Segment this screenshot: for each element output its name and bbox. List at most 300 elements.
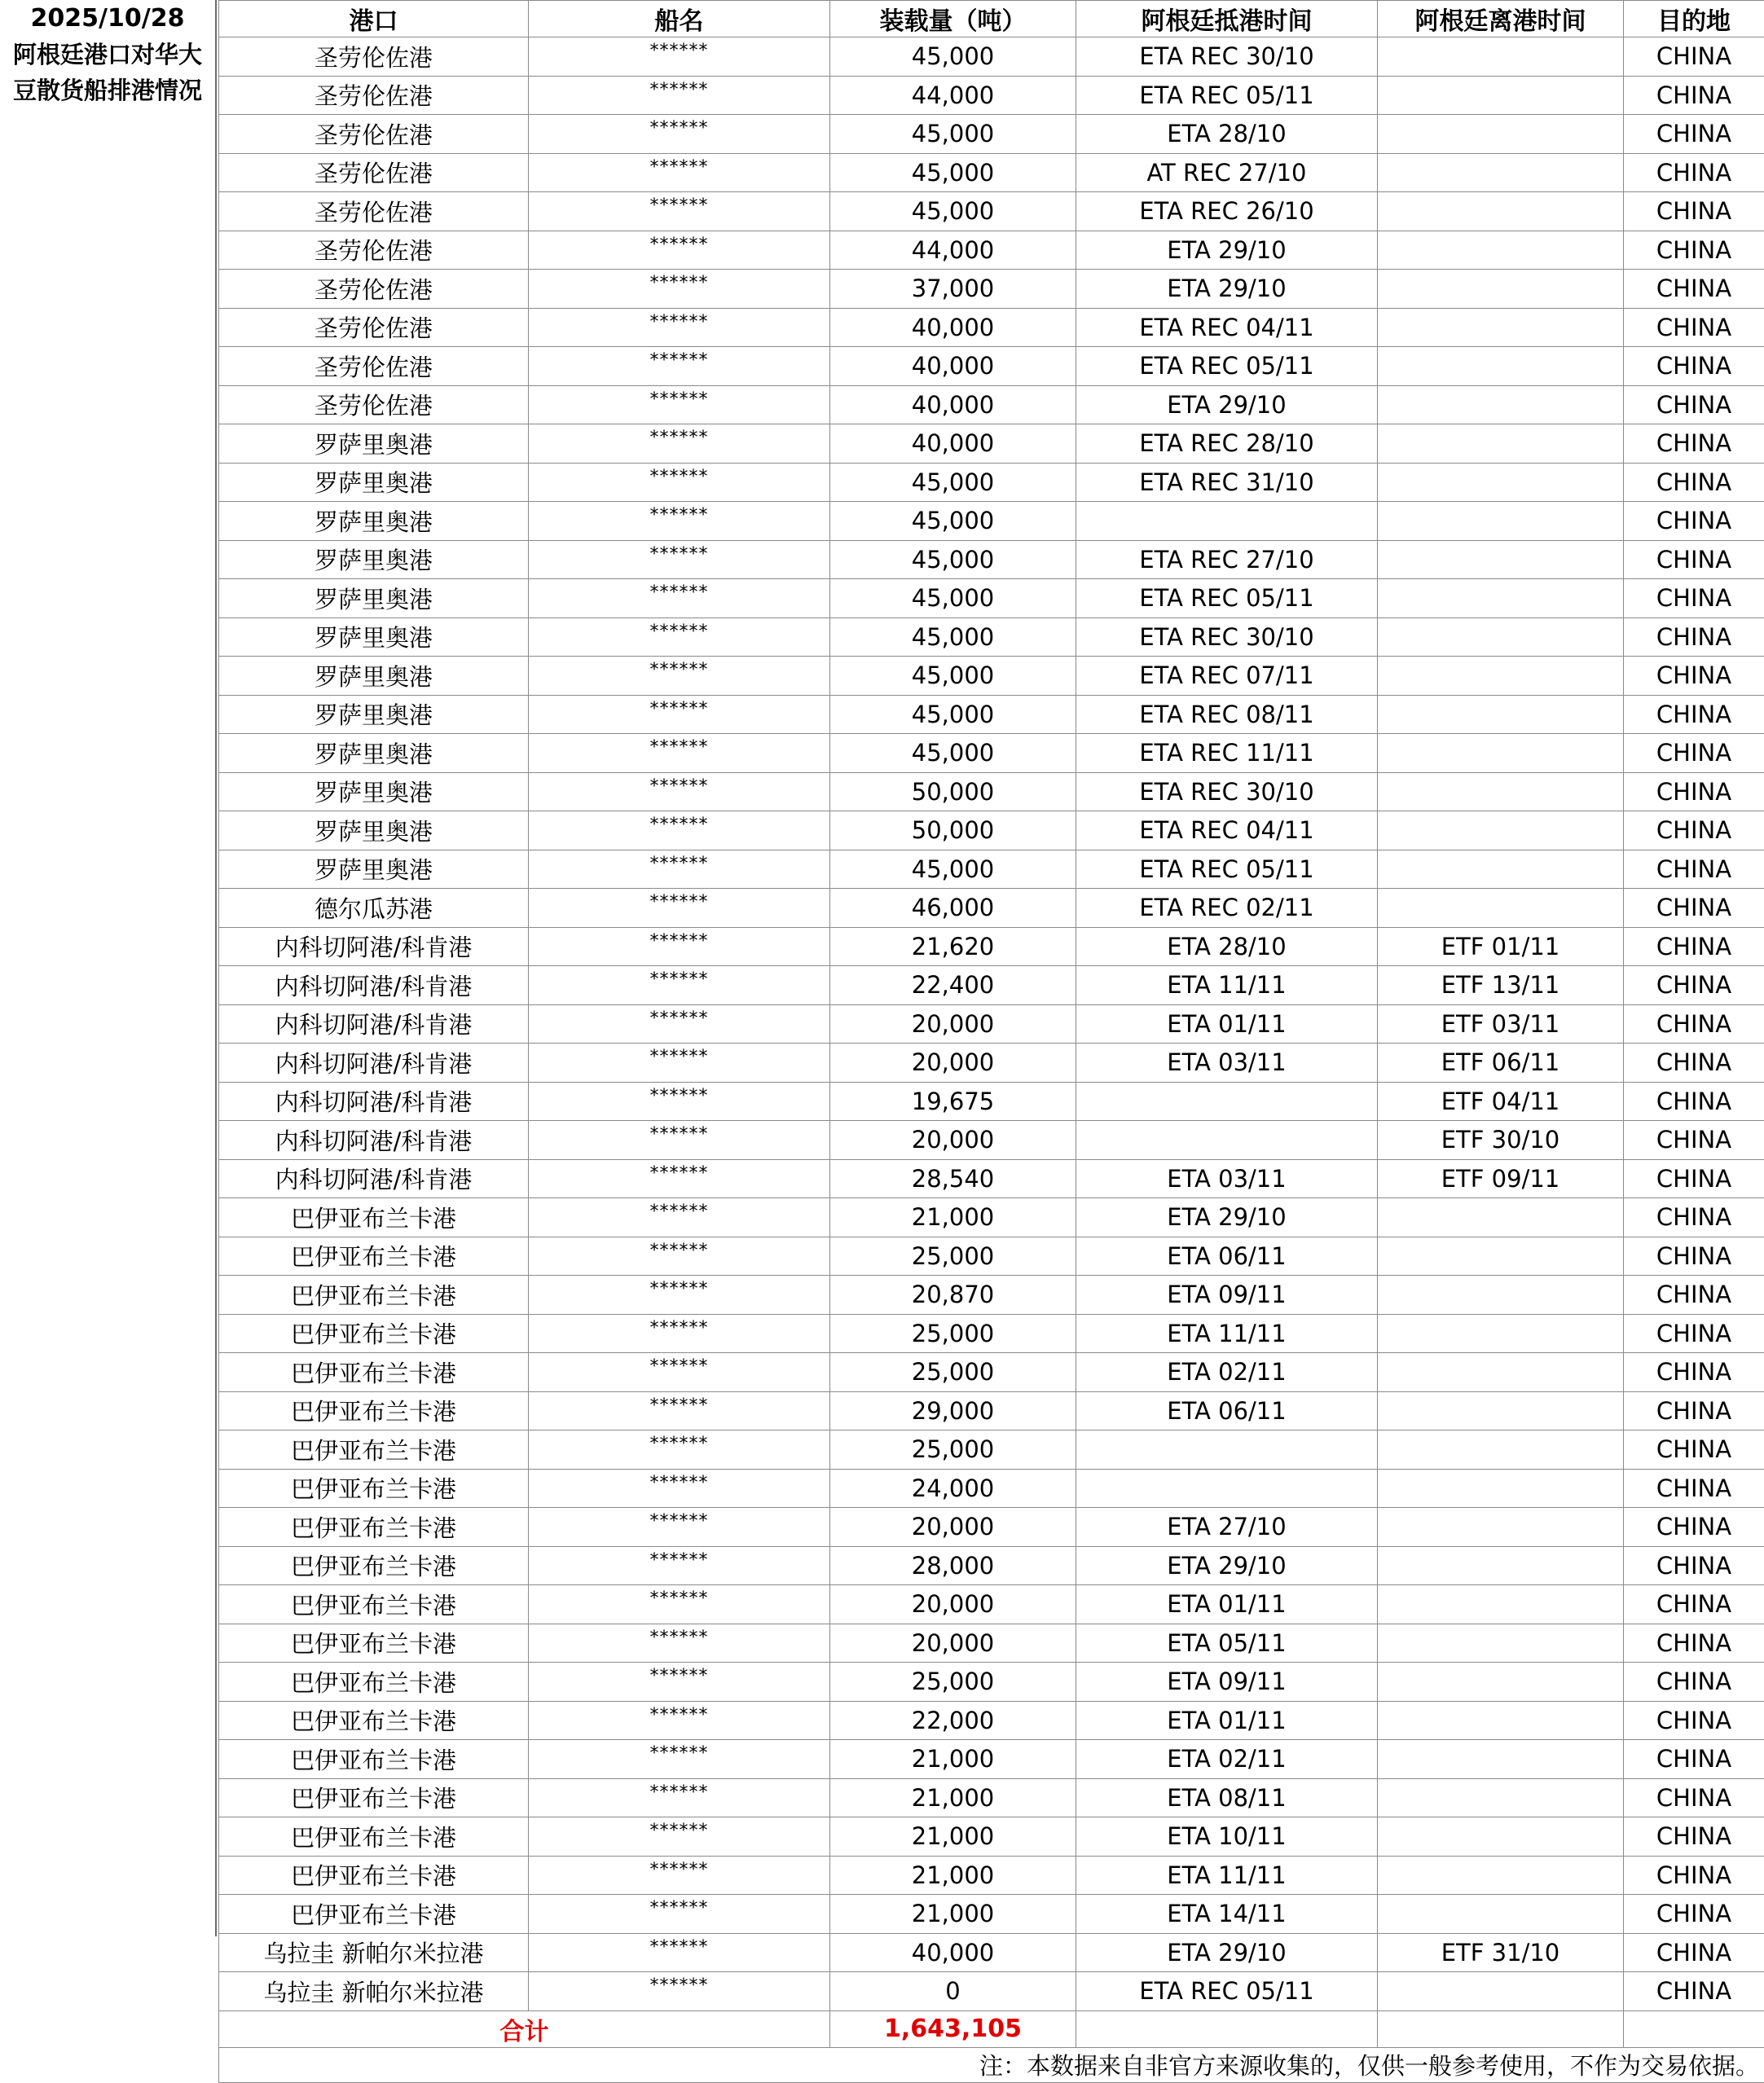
cell-arrival[interactable]: ETA REC 05/11 [1076, 579, 1378, 618]
cell-load[interactable]: 20,000 [830, 1044, 1076, 1083]
cell-load[interactable]: 21,000 [830, 1817, 1076, 1857]
cell-destination[interactable]: CHINA [1624, 1353, 1764, 1392]
cell-port[interactable]: 巴伊亚布兰卡港 [219, 1430, 529, 1470]
cell-load[interactable]: 40,000 [830, 385, 1076, 424]
cell-port[interactable]: 巴伊亚布兰卡港 [219, 1469, 529, 1508]
cell-arrival[interactable]: ETA REC 30/10 [1076, 617, 1378, 657]
cell-ship-name[interactable]: ****** [529, 1817, 830, 1857]
total-value[interactable]: 1,643,105 [830, 2010, 1076, 2047]
cell-ship-name[interactable]: ****** [529, 1856, 830, 1895]
cell-ship-name[interactable]: ****** [529, 1353, 830, 1392]
cell-port[interactable]: 圣劳伦佐港 [219, 37, 529, 77]
cell-port[interactable]: 德尔瓜苏港 [219, 889, 529, 928]
cell-load[interactable]: 45,000 [830, 502, 1076, 541]
cell-ship-name[interactable]: ****** [529, 37, 830, 77]
cell-arrival[interactable]: ETA REC 04/11 [1076, 811, 1378, 850]
cell-ship-name[interactable]: ****** [529, 1044, 830, 1083]
cell-ship-name[interactable]: ****** [529, 1508, 830, 1547]
disclaimer-note[interactable]: 注：本数据来自非官方来源收集的，仅供一般参考使用，不作为交易依据。 [219, 2047, 1764, 2083]
cell-destination[interactable]: CHINA [1624, 1624, 1764, 1663]
cell-port[interactable]: 罗萨里奥港 [219, 617, 529, 657]
cell-departure[interactable]: ETF 13/11 [1378, 966, 1624, 1005]
cell-departure[interactable] [1378, 850, 1624, 889]
cell-departure[interactable]: ETF 04/11 [1378, 1082, 1624, 1121]
cell-load[interactable]: 45,000 [830, 617, 1076, 657]
cell-destination[interactable]: CHINA [1624, 1585, 1764, 1624]
cell-ship-name[interactable]: ****** [529, 192, 830, 231]
cell-port[interactable]: 巴伊亚布兰卡港 [219, 1817, 529, 1857]
cell-departure[interactable] [1378, 1430, 1624, 1470]
cell-destination[interactable]: CHINA [1624, 772, 1764, 811]
cell-load[interactable]: 28,540 [830, 1159, 1076, 1198]
cell-ship-name[interactable]: ****** [529, 772, 830, 811]
cell-departure[interactable]: ETF 06/11 [1378, 1044, 1624, 1083]
cell-arrival[interactable] [1076, 502, 1378, 541]
cell-load[interactable]: 45,000 [830, 37, 1076, 77]
cell-departure[interactable] [1378, 347, 1624, 386]
cell-ship-name[interactable]: ****** [529, 1701, 830, 1740]
cell-ship-name[interactable]: ****** [529, 695, 830, 734]
cell-arrival[interactable]: ETA 29/10 [1076, 231, 1378, 270]
cell-departure[interactable] [1378, 540, 1624, 579]
cell-destination[interactable]: CHINA [1624, 1391, 1764, 1430]
cell-departure[interactable] [1378, 308, 1624, 347]
cell-ship-name[interactable]: ****** [529, 1121, 830, 1160]
cell-load[interactable]: 21,000 [830, 1895, 1076, 1934]
cell-ship-name[interactable]: ****** [529, 1469, 830, 1508]
cell-arrival[interactable]: ETA 29/10 [1076, 270, 1378, 309]
cell-arrival[interactable]: ETA 14/11 [1076, 1895, 1378, 1934]
cell-destination[interactable]: CHINA [1624, 270, 1764, 309]
header-departure[interactable]: 阿根廷离港时间 [1378, 1, 1624, 37]
cell-port[interactable]: 罗萨里奥港 [219, 540, 529, 579]
header-destination[interactable]: 目的地 [1624, 1, 1764, 37]
cell-port[interactable]: 巴伊亚布兰卡港 [219, 1778, 529, 1817]
cell-departure[interactable]: ETF 03/11 [1378, 1004, 1624, 1044]
cell-arrival[interactable]: ETA 03/11 [1076, 1044, 1378, 1083]
cell-load[interactable]: 40,000 [830, 424, 1076, 464]
cell-destination[interactable]: CHINA [1624, 927, 1764, 966]
cell-destination[interactable]: CHINA [1624, 734, 1764, 773]
cell-ship-name[interactable]: ****** [529, 1585, 830, 1624]
cell-load[interactable]: 25,000 [830, 1237, 1076, 1276]
cell-ship-name[interactable]: ****** [529, 1314, 830, 1353]
cell-departure[interactable] [1378, 695, 1624, 734]
cell-arrival[interactable] [1076, 1121, 1378, 1160]
cell-destination[interactable]: CHINA [1624, 424, 1764, 464]
cell-departure[interactable] [1378, 1276, 1624, 1315]
cell-port[interactable]: 圣劳伦佐港 [219, 231, 529, 270]
cell-departure[interactable] [1378, 424, 1624, 464]
cell-port[interactable]: 乌拉圭 新帕尔米拉港 [219, 1972, 529, 2011]
cell-ship-name[interactable]: ****** [529, 927, 830, 966]
cell-departure[interactable] [1378, 1972, 1624, 2011]
cell-arrival[interactable] [1076, 1082, 1378, 1121]
cell-ship-name[interactable]: ****** [529, 617, 830, 657]
cell-port[interactable]: 巴伊亚布兰卡港 [219, 1663, 529, 1702]
cell-arrival[interactable]: ETA 05/11 [1076, 1624, 1378, 1663]
cell-load[interactable]: 45,000 [830, 192, 1076, 231]
cell-departure[interactable] [1378, 1895, 1624, 1934]
cell-ship-name[interactable]: ****** [529, 76, 830, 115]
cell-destination[interactable]: CHINA [1624, 231, 1764, 270]
cell-port[interactable]: 内科切阿港/科肯港 [219, 1082, 529, 1121]
cell-departure[interactable] [1378, 1624, 1624, 1663]
cell-departure[interactable] [1378, 1856, 1624, 1895]
cell-destination[interactable]: CHINA [1624, 1895, 1764, 1934]
cell-load[interactable]: 45,000 [830, 540, 1076, 579]
cell-ship-name[interactable]: ****** [529, 1198, 830, 1237]
cell-destination[interactable]: CHINA [1624, 579, 1764, 618]
cell-departure[interactable] [1378, 270, 1624, 309]
cell-load[interactable]: 20,000 [830, 1624, 1076, 1663]
cell-load[interactable]: 0 [830, 1972, 1076, 2011]
cell-arrival[interactable]: ETA 11/11 [1076, 1856, 1378, 1895]
cell-arrival[interactable]: ETA 03/11 [1076, 1159, 1378, 1198]
cell-departure[interactable] [1378, 1353, 1624, 1392]
cell-destination[interactable]: CHINA [1624, 1778, 1764, 1817]
cell-departure[interactable] [1378, 1198, 1624, 1237]
cell-arrival[interactable]: ETA 06/11 [1076, 1391, 1378, 1430]
cell-destination[interactable]: CHINA [1624, 1933, 1764, 1972]
cell-arrival[interactable]: ETA REC 31/10 [1076, 463, 1378, 502]
cell-destination[interactable]: CHINA [1624, 1817, 1764, 1857]
cell-destination[interactable]: CHINA [1624, 889, 1764, 928]
cell-port[interactable]: 罗萨里奥港 [219, 424, 529, 464]
cell-arrival[interactable]: ETA 28/10 [1076, 115, 1378, 154]
cell-arrival[interactable]: ETA 09/11 [1076, 1276, 1378, 1315]
cell-ship-name[interactable]: ****** [529, 1430, 830, 1470]
cell-arrival[interactable]: ETA 02/11 [1076, 1740, 1378, 1779]
cell-load[interactable]: 45,000 [830, 695, 1076, 734]
cell-port[interactable]: 巴伊亚布兰卡港 [219, 1585, 529, 1624]
cell-load[interactable]: 21,620 [830, 927, 1076, 966]
cell-load[interactable]: 50,000 [830, 811, 1076, 850]
cell-destination[interactable]: CHINA [1624, 850, 1764, 889]
cell-destination[interactable]: CHINA [1624, 76, 1764, 115]
cell-arrival[interactable]: ETA 27/10 [1076, 1508, 1378, 1547]
total-empty-cell[interactable] [1378, 2010, 1624, 2047]
cell-ship-name[interactable]: ****** [529, 657, 830, 696]
cell-port[interactable]: 巴伊亚布兰卡港 [219, 1701, 529, 1740]
cell-port[interactable]: 圣劳伦佐港 [219, 347, 529, 386]
cell-ship-name[interactable]: ****** [529, 1740, 830, 1779]
cell-departure[interactable]: ETF 09/11 [1378, 1159, 1624, 1198]
cell-arrival[interactable]: ETA 29/10 [1076, 1198, 1378, 1237]
cell-ship-name[interactable]: ****** [529, 811, 830, 850]
cell-arrival[interactable]: ETA 29/10 [1076, 1933, 1378, 1972]
cell-destination[interactable]: CHINA [1624, 1430, 1764, 1470]
cell-destination[interactable]: CHINA [1624, 695, 1764, 734]
cell-destination[interactable]: CHINA [1624, 1469, 1764, 1508]
cell-load[interactable]: 28,000 [830, 1546, 1076, 1585]
cell-destination[interactable]: CHINA [1624, 115, 1764, 154]
cell-departure[interactable] [1378, 1663, 1624, 1702]
cell-port[interactable]: 巴伊亚布兰卡港 [219, 1198, 529, 1237]
cell-destination[interactable]: CHINA [1624, 1546, 1764, 1585]
cell-departure[interactable] [1378, 1740, 1624, 1779]
cell-destination[interactable]: CHINA [1624, 1198, 1764, 1237]
cell-arrival[interactable]: ETA 28/10 [1076, 927, 1378, 966]
cell-destination[interactable]: CHINA [1624, 617, 1764, 657]
cell-port[interactable]: 内科切阿港/科肯港 [219, 1159, 529, 1198]
cell-destination[interactable]: CHINA [1624, 502, 1764, 541]
cell-load[interactable]: 21,000 [830, 1778, 1076, 1817]
cell-departure[interactable]: ETF 30/10 [1378, 1121, 1624, 1160]
cell-load[interactable]: 46,000 [830, 889, 1076, 928]
cell-ship-name[interactable]: ****** [529, 1972, 830, 2011]
cell-load[interactable]: 45,000 [830, 115, 1076, 154]
cell-departure[interactable] [1378, 617, 1624, 657]
cell-ship-name[interactable]: ****** [529, 734, 830, 773]
cell-destination[interactable]: CHINA [1624, 1314, 1764, 1353]
cell-load[interactable]: 40,000 [830, 347, 1076, 386]
cell-ship-name[interactable]: ****** [529, 1895, 830, 1934]
cell-departure[interactable] [1378, 502, 1624, 541]
cell-destination[interactable]: CHINA [1624, 1121, 1764, 1160]
cell-destination[interactable]: CHINA [1624, 153, 1764, 192]
cell-load[interactable]: 25,000 [830, 1353, 1076, 1392]
cell-port[interactable]: 巴伊亚布兰卡港 [219, 1856, 529, 1895]
cell-destination[interactable]: CHINA [1624, 1237, 1764, 1276]
cell-ship-name[interactable]: ****** [529, 1663, 830, 1702]
cell-port[interactable]: 巴伊亚布兰卡港 [219, 1508, 529, 1547]
total-empty-cell[interactable] [1624, 2010, 1764, 2047]
cell-port[interactable]: 内科切阿港/科肯港 [219, 1121, 529, 1160]
header-port[interactable]: 港口 [219, 1, 529, 37]
cell-load[interactable]: 21,000 [830, 1740, 1076, 1779]
cell-departure[interactable] [1378, 1585, 1624, 1624]
cell-ship-name[interactable]: ****** [529, 502, 830, 541]
cell-ship-name[interactable]: ****** [529, 308, 830, 347]
cell-destination[interactable]: CHINA [1624, 1508, 1764, 1547]
cell-departure[interactable] [1378, 889, 1624, 928]
cell-ship-name[interactable]: ****** [529, 1237, 830, 1276]
cell-arrival[interactable]: ETA 01/11 [1076, 1701, 1378, 1740]
cell-ship-name[interactable]: ****** [529, 463, 830, 502]
cell-destination[interactable]: CHINA [1624, 1856, 1764, 1895]
cell-port[interactable]: 罗萨里奥港 [219, 579, 529, 618]
cell-ship-name[interactable]: ****** [529, 1546, 830, 1585]
cell-load[interactable]: 37,000 [830, 270, 1076, 309]
cell-ship-name[interactable]: ****** [529, 424, 830, 464]
cell-arrival[interactable]: ETA 29/10 [1076, 1546, 1378, 1585]
cell-departure[interactable] [1378, 811, 1624, 850]
cell-load[interactable]: 25,000 [830, 1663, 1076, 1702]
cell-port[interactable]: 巴伊亚布兰卡港 [219, 1740, 529, 1779]
cell-departure[interactable] [1378, 76, 1624, 115]
cell-destination[interactable]: CHINA [1624, 811, 1764, 850]
cell-load[interactable]: 45,000 [830, 153, 1076, 192]
cell-departure[interactable] [1378, 192, 1624, 231]
cell-port[interactable]: 巴伊亚布兰卡港 [219, 1237, 529, 1276]
cell-destination[interactable]: CHINA [1624, 192, 1764, 231]
cell-ship-name[interactable]: ****** [529, 385, 830, 424]
cell-arrival[interactable]: ETA REC 05/11 [1076, 76, 1378, 115]
cell-arrival[interactable]: ETA REC 26/10 [1076, 192, 1378, 231]
cell-arrival[interactable]: AT REC 27/10 [1076, 153, 1378, 192]
cell-ship-name[interactable]: ****** [529, 1933, 830, 1972]
cell-departure[interactable] [1378, 1817, 1624, 1857]
cell-port[interactable]: 罗萨里奥港 [219, 695, 529, 734]
cell-load[interactable]: 45,000 [830, 463, 1076, 502]
cell-departure[interactable] [1378, 772, 1624, 811]
cell-ship-name[interactable]: ****** [529, 850, 830, 889]
cell-departure[interactable] [1378, 1701, 1624, 1740]
cell-departure[interactable] [1378, 153, 1624, 192]
cell-destination[interactable]: CHINA [1624, 966, 1764, 1005]
cell-port[interactable]: 巴伊亚布兰卡港 [219, 1624, 529, 1663]
cell-departure[interactable] [1378, 37, 1624, 77]
cell-port[interactable]: 罗萨里奥港 [219, 502, 529, 541]
cell-departure[interactable] [1378, 463, 1624, 502]
cell-load[interactable]: 40,000 [830, 308, 1076, 347]
cell-port[interactable]: 罗萨里奥港 [219, 463, 529, 502]
cell-load[interactable]: 20,000 [830, 1121, 1076, 1160]
cell-port[interactable]: 圣劳伦佐港 [219, 115, 529, 154]
cell-load[interactable]: 44,000 [830, 76, 1076, 115]
cell-arrival[interactable]: ETA REC 07/11 [1076, 657, 1378, 696]
cell-port[interactable]: 罗萨里奥港 [219, 657, 529, 696]
cell-ship-name[interactable]: ****** [529, 1004, 830, 1044]
cell-arrival[interactable]: ETA REC 11/11 [1076, 734, 1378, 773]
cell-destination[interactable]: CHINA [1624, 1004, 1764, 1044]
cell-port[interactable]: 乌拉圭 新帕尔米拉港 [219, 1933, 529, 1972]
cell-ship-name[interactable]: ****** [529, 1276, 830, 1315]
cell-destination[interactable]: CHINA [1624, 1044, 1764, 1083]
cell-ship-name[interactable]: ****** [529, 270, 830, 309]
cell-departure[interactable] [1378, 1314, 1624, 1353]
cell-load[interactable]: 21,000 [830, 1856, 1076, 1895]
cell-destination[interactable]: CHINA [1624, 463, 1764, 502]
cell-load[interactable]: 24,000 [830, 1469, 1076, 1508]
cell-load[interactable]: 25,000 [830, 1314, 1076, 1353]
cell-arrival[interactable]: ETA REC 05/11 [1076, 347, 1378, 386]
cell-arrival[interactable]: ETA REC 05/11 [1076, 1972, 1378, 2011]
cell-ship-name[interactable]: ****** [529, 115, 830, 154]
total-empty-cell[interactable] [1076, 2010, 1378, 2047]
cell-load[interactable]: 20,870 [830, 1276, 1076, 1315]
cell-departure[interactable] [1378, 1508, 1624, 1547]
cell-destination[interactable]: CHINA [1624, 540, 1764, 579]
cell-port[interactable]: 内科切阿港/科肯港 [219, 1004, 529, 1044]
cell-destination[interactable]: CHINA [1624, 1159, 1764, 1198]
header-ship-name[interactable]: 船名 [529, 1, 830, 37]
cell-departure[interactable] [1378, 115, 1624, 154]
cell-port[interactable]: 圣劳伦佐港 [219, 385, 529, 424]
cell-arrival[interactable]: ETA 01/11 [1076, 1585, 1378, 1624]
cell-arrival[interactable]: ETA 11/11 [1076, 1314, 1378, 1353]
cell-arrival[interactable]: ETA REC 02/11 [1076, 889, 1378, 928]
cell-departure[interactable]: ETF 31/10 [1378, 1933, 1624, 1972]
cell-load[interactable]: 20,000 [830, 1508, 1076, 1547]
cell-destination[interactable]: CHINA [1624, 1701, 1764, 1740]
cell-destination[interactable]: CHINA [1624, 1276, 1764, 1315]
cell-port[interactable]: 巴伊亚布兰卡港 [219, 1546, 529, 1585]
cell-departure[interactable] [1378, 1778, 1624, 1817]
cell-ship-name[interactable]: ****** [529, 889, 830, 928]
cell-arrival[interactable]: ETA 10/11 [1076, 1817, 1378, 1857]
cell-arrival[interactable]: ETA 08/11 [1076, 1778, 1378, 1817]
cell-destination[interactable]: CHINA [1624, 1740, 1764, 1779]
cell-port[interactable]: 圣劳伦佐港 [219, 270, 529, 309]
cell-port[interactable]: 罗萨里奥港 [219, 811, 529, 850]
cell-arrival[interactable]: ETA REC 05/11 [1076, 850, 1378, 889]
cell-load[interactable]: 21,000 [830, 1198, 1076, 1237]
cell-port[interactable]: 巴伊亚布兰卡港 [219, 1391, 529, 1430]
cell-load[interactable]: 45,000 [830, 579, 1076, 618]
header-arrival[interactable]: 阿根廷抵港时间 [1076, 1, 1378, 37]
cell-ship-name[interactable]: ****** [529, 347, 830, 386]
cell-port[interactable]: 罗萨里奥港 [219, 772, 529, 811]
cell-port[interactable]: 罗萨里奥港 [219, 850, 529, 889]
cell-arrival[interactable]: ETA 02/11 [1076, 1353, 1378, 1392]
cell-port[interactable]: 巴伊亚布兰卡港 [219, 1314, 529, 1353]
cell-ship-name[interactable]: ****** [529, 540, 830, 579]
cell-arrival[interactable] [1076, 1469, 1378, 1508]
cell-departure[interactable]: ETF 01/11 [1378, 927, 1624, 966]
cell-departure[interactable] [1378, 385, 1624, 424]
cell-arrival[interactable]: ETA REC 27/10 [1076, 540, 1378, 579]
cell-destination[interactable]: CHINA [1624, 308, 1764, 347]
cell-destination[interactable]: CHINA [1624, 1663, 1764, 1702]
total-label[interactable]: 合计 [219, 2010, 830, 2047]
cell-arrival[interactable]: ETA 11/11 [1076, 966, 1378, 1005]
cell-load[interactable]: 45,000 [830, 850, 1076, 889]
cell-departure[interactable] [1378, 1546, 1624, 1585]
cell-departure[interactable] [1378, 1391, 1624, 1430]
cell-ship-name[interactable]: ****** [529, 1778, 830, 1817]
cell-ship-name[interactable]: ****** [529, 966, 830, 1005]
cell-port[interactable]: 内科切阿港/科肯港 [219, 1044, 529, 1083]
cell-load[interactable]: 20,000 [830, 1585, 1076, 1624]
cell-port[interactable]: 罗萨里奥港 [219, 734, 529, 773]
cell-port[interactable]: 圣劳伦佐港 [219, 76, 529, 115]
cell-destination[interactable]: CHINA [1624, 37, 1764, 77]
cell-port[interactable]: 巴伊亚布兰卡港 [219, 1895, 529, 1934]
cell-arrival[interactable]: ETA REC 30/10 [1076, 772, 1378, 811]
cell-load[interactable]: 29,000 [830, 1391, 1076, 1430]
cell-departure[interactable] [1378, 734, 1624, 773]
cell-departure[interactable] [1378, 231, 1624, 270]
cell-ship-name[interactable]: ****** [529, 231, 830, 270]
cell-port[interactable]: 圣劳伦佐港 [219, 308, 529, 347]
cell-ship-name[interactable]: ****** [529, 579, 830, 618]
cell-port[interactable]: 内科切阿港/科肯港 [219, 927, 529, 966]
cell-arrival[interactable]: ETA REC 30/10 [1076, 37, 1378, 77]
cell-load[interactable]: 44,000 [830, 231, 1076, 270]
cell-arrival[interactable]: ETA 29/10 [1076, 385, 1378, 424]
cell-ship-name[interactable]: ****** [529, 1082, 830, 1121]
cell-arrival[interactable] [1076, 1430, 1378, 1470]
cell-arrival[interactable]: ETA REC 08/11 [1076, 695, 1378, 734]
cell-arrival[interactable]: ETA 06/11 [1076, 1237, 1378, 1276]
cell-departure[interactable] [1378, 579, 1624, 618]
cell-ship-name[interactable]: ****** [529, 1624, 830, 1663]
cell-load[interactable]: 19,675 [830, 1082, 1076, 1121]
cell-load[interactable]: 22,400 [830, 966, 1076, 1005]
cell-arrival[interactable]: ETA REC 28/10 [1076, 424, 1378, 464]
cell-destination[interactable]: CHINA [1624, 385, 1764, 424]
cell-ship-name[interactable]: ****** [529, 1391, 830, 1430]
cell-departure[interactable] [1378, 1469, 1624, 1508]
header-load[interactable]: 装载量（吨） [830, 1, 1076, 37]
cell-destination[interactable]: CHINA [1624, 347, 1764, 386]
cell-destination[interactable]: CHINA [1624, 1972, 1764, 2011]
cell-port[interactable]: 圣劳伦佐港 [219, 192, 529, 231]
cell-departure[interactable] [1378, 1237, 1624, 1276]
cell-arrival[interactable]: ETA 01/11 [1076, 1004, 1378, 1044]
